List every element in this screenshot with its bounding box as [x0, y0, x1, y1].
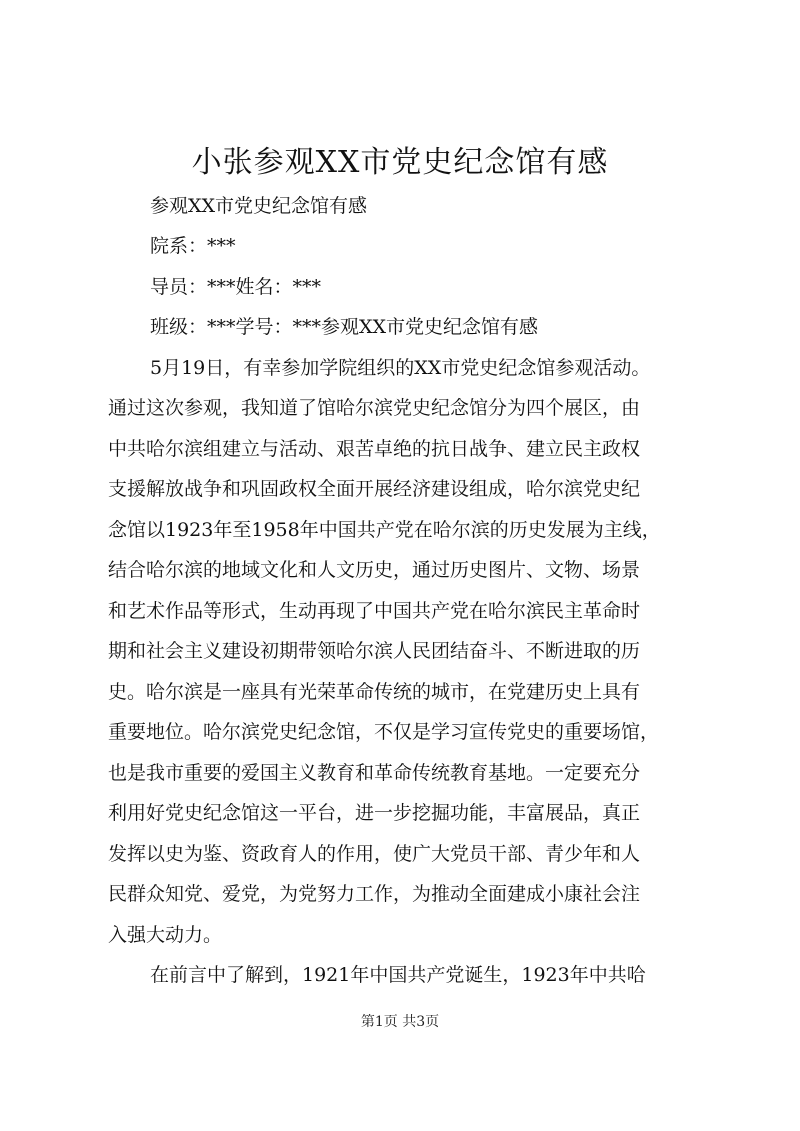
advisor-name-line: 导员：***姓名：***: [150, 276, 322, 298]
paragraph-line: 5月19日，有幸参加学院组织的XX市党史纪念馆参观活动。: [150, 357, 651, 379]
paragraph-line: 结合哈尔滨的地域文化和人文历史，通过历史图片、文物、场景: [108, 559, 641, 581]
subtitle-line: 参观XX市党史纪念馆有感: [150, 195, 368, 217]
paragraph-line: 民群众知党、爱党，为党努力工作，为推动全面建成小康社会注: [108, 883, 641, 905]
paragraph-line: 期和社会主义建设初期带领哈尔滨人民团结奋斗、不断进取的历: [108, 640, 641, 662]
paragraph-line: 入强大动力。: [108, 924, 223, 946]
paragraph-line: 念馆以1923年至1958年中国共产党在哈尔滨的历史发展为主线，: [108, 519, 661, 541]
paragraph-line: 和艺术作品等形式，生动再现了中国共产党在哈尔滨民主革命时: [108, 600, 641, 622]
paragraph-line: 也是我市重要的爱国主义教育和革命传统教育基地。一定要充分: [108, 762, 641, 784]
paragraph-line: 支援解放战争和巩固政权全面开展经济建设组成，哈尔滨党史纪: [108, 478, 641, 500]
class-id-line: 班级：***学号：***参观XX市党史纪念馆有感: [150, 316, 539, 338]
paragraph-line: 利用好党史纪念馆这一平台，进一步挖掘功能，丰富展品，真正: [108, 802, 641, 824]
paragraph-line: 在前言中了解到，1921年中国共产党诞生，1923年中共哈: [150, 964, 646, 986]
paragraph-line: 中共哈尔滨组建立与活动、艰苦卓绝的抗日战争、建立民主政权: [108, 438, 641, 460]
page-number-footer: 第1页 共3页: [360, 1014, 440, 1030]
paragraph-line: 通过这次参观，我知道了馆哈尔滨党史纪念馆分为四个展区，由: [108, 397, 641, 419]
paragraph-line: 重要地位。哈尔滨党史纪念馆，不仅是学习宣传党史的重要场馆，: [108, 721, 660, 743]
department-line: 院系：***: [150, 235, 236, 257]
paragraph-line: 史。哈尔滨是一座具有光荣革命传统的城市，在党建历史上具有: [108, 681, 641, 703]
paragraph-line: 发挥以史为鉴、资政育人的作用，使广大党员干部、青少年和人: [108, 843, 641, 865]
page-title: 小张参观XX市党史纪念馆有感: [191, 145, 609, 180]
